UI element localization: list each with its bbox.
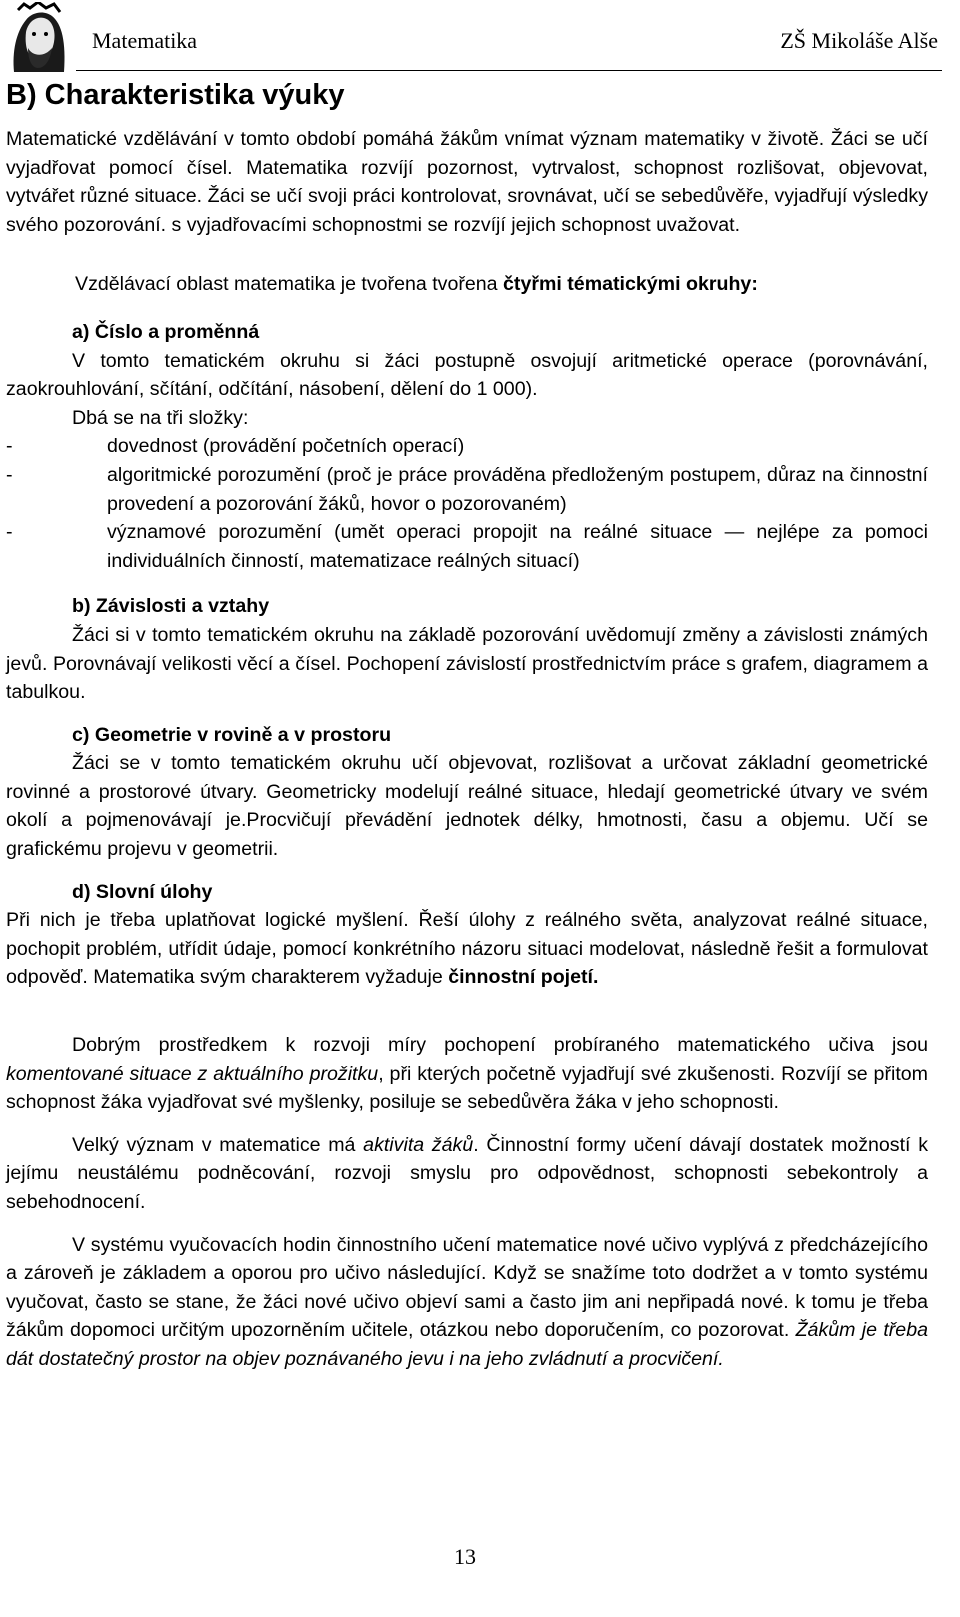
page-number: 13 [454,1544,476,1569]
section-b-text: Žáci si v tomto tematickém okruhu na základě pozorování uvědomují změny a závislosti známých jevů. Porovnávají velikosti věcí a čísel. Pochopení závislostí prostřednictvím práce s grafem, diagramem a tabulkou. [6,623,928,704]
paragraph-3-text-1: V systému vyučovacích hodin činnostního učení matematice nové učivo vyplývá z předcházejícího a zároveň je základem a oporou pro učivo následující. Když se snažíme toto dodržet a v tomto systému vyučovat, často se stane, že žáci nové učivo objeví sami a často jim ani nepřipadá nové. k tomu je třeba žákům dopomoci určitým upozorněním učitele, otázkou nebo doporučením, co pozorovat. [6,1233,928,1342]
page-header [0,0,960,78]
paragraph-3-italic: Žákům je třeba dát dostatečný prostor na objev poznávaného jevu i na jeho zvládnutí a procvičení. [6,1319,928,1370]
header-divider [76,70,942,71]
paragraph-2-text-2: . Činnostní formy učení dávají dostatek možností k jejímu neustálému podněcování, rozvoji smyslu pro odpovědnost, schopnosti sebekontroly a sebehodnocení. [6,1133,928,1213]
list-item-text: významové porozumění (umět operaci propojit na reálné situace — nejlépe za pomoci individuálních činností, matematizace reálných situací) [107,521,928,572]
page-content [6,76,928,1374]
intro-paragraph: Matematické vzdělávání v tomto období pomáhá žákům vnímat význam matematiky v životě. Žáci se učí vyjadřovat pomocí čísel. Matematika rozvíjí pozornost, vytrvalost, schopnost rozlišovat, objevovat, vytvářet různé situace. Žáci se učí svoji práci kontrolovat, srovnávat, učí se sebedůvěře, vyjadřují výsledky svého pozorování. s vyjadřovacími schopnostmi se rozvíjí jejich schopnost uvažovat. [6,128,928,236]
paragraph-3 [6,1231,928,1374]
section-a-text: V tomto tematickém okruhu si žáci postupně osvojují aritmetické operace (porovnávání, zaokrouhlování, sčítání, odčítání, násobení, dělení do 1 000). [6,349,928,401]
section-a-components-intro: Dbá se na tři složky: [72,406,249,429]
list-dash: - [6,521,13,544]
paragraph-2-italic: aktivita žáků [363,1133,474,1156]
lead-bold: čtyřmi tématickými okruhy: [503,273,758,296]
list-item [6,432,928,461]
section-title: B) Charakteristika výuky [6,79,345,111]
list-item [6,518,928,575]
section-d-title: d) Slovní úlohy [72,880,213,903]
lead-text: Vzdělávací oblast matematika je tvořena tvořena [75,273,504,296]
list-item [6,461,928,518]
paragraph-2 [6,1131,928,1217]
header-subject: Matematika [92,28,198,53]
portrait-logo-icon [4,2,72,74]
section-c-text: Žáci se v tomto tematickém okruhu učí objevovat, rozlišovat a určovat základní geometrické rovinné a prostorové útvary. Geometricky modelují reálné situace, hledají geometrické útvary ve svém okolí a pojmenovávají je.Procvičují převádění jednotek délky, hmotnosti, času a objemu. Učí se grafickému projevu v geometrii. [6,752,928,861]
section-a-title: a) Číslo a proměnná [72,320,260,343]
paragraph-1 [6,1031,928,1117]
lead-paragraph [6,270,928,299]
list-item-text: algoritmické porozumění (proč je práce prováděna předloženým postupem, důraz na činnostní provedení a pozorování žáků, hovor o pozorovaném) [107,463,928,515]
list-item-text: dovednost (provádění početních operací) [107,435,465,458]
header-school: ZŠ Mikoláše Alše [780,28,938,53]
paragraph-1-text-1: Dobrým prostředkem k rozvoji míry pochopení probíraného matematického učiva jsou [72,1034,928,1057]
section-d-body: Při nich je třeba uplatňovat logické myšlení. Řeší úlohy z reálného světa, analyzovat reálné situace, pochopit problém, utřídit údaje, pomocí konkrétního názoru situaci modelovat, následně řešit a formulovat odpověď. Matematika svým charakterem vyžaduje [6,909,928,989]
section-b-title: b) Závislosti a vztahy [72,595,270,618]
paragraph-1-text-2: , při kterých početně vyjadřují své zkušenosti. Rozvíjí se přitom schopnost žáka vyjadřovat své myšlenky, posiluje se sebedůvěra žáka v jeho schopnosti. [6,1062,928,1114]
section-d-text [6,906,928,992]
section-d-bold: činnostní pojetí. [448,966,599,989]
components-list [6,432,928,575]
paragraph-2-text-1: Velký význam v matematice má [72,1133,364,1156]
list-dash: - [6,463,13,486]
list-dash: - [6,435,13,458]
section-c-title: c) Geometrie v rovině a v prostoru [72,723,392,746]
paragraph-1-italic: komentované situace z aktuálního prožitku [6,1062,379,1085]
